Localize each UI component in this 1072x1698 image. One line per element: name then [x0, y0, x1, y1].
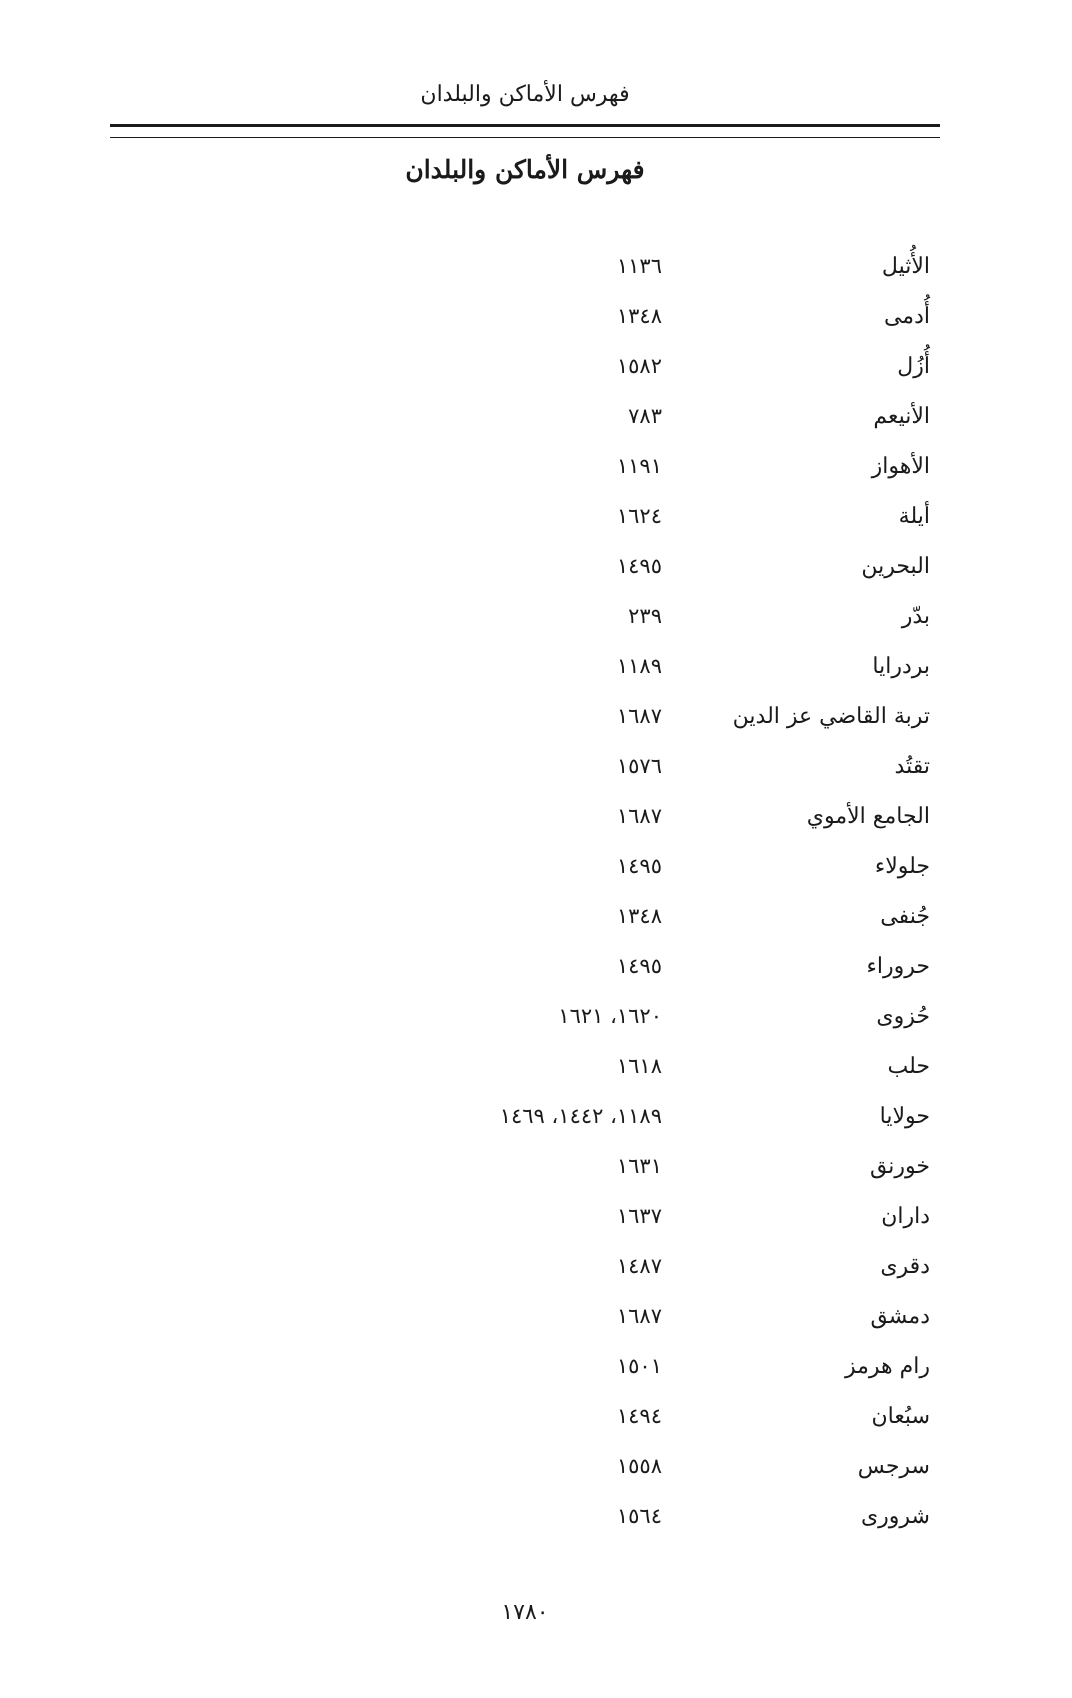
entry-page-refs: ١٥٥٨ — [616, 1454, 662, 1478]
index-entry — [110, 1450, 940, 1500]
entry-place-name: الأُثيل — [881, 254, 930, 279]
entry-page-refs: ١١٣٦ — [616, 254, 662, 278]
entry-place-name: البحرين — [861, 554, 930, 579]
entry-page-refs: ١١٩١ — [616, 454, 662, 478]
index-entry — [110, 1350, 940, 1400]
entry-place-name: تربة القاضي عز الدين — [732, 704, 930, 729]
index-entry — [110, 1050, 940, 1100]
entry-place-name: الجامع الأموي — [806, 804, 930, 829]
entry-page-refs: ١١٨٩ — [616, 654, 662, 678]
entry-place-name: حروراء — [866, 954, 930, 979]
entry-page-refs: ١٦٣٧ — [616, 1204, 662, 1228]
index-entry — [110, 350, 940, 400]
entry-page-refs: ٧٨٣ — [628, 404, 662, 428]
index-entry — [110, 1500, 940, 1550]
page-number: ١٧٨٠ — [501, 1600, 549, 1625]
entry-page-refs: ١٦١٨ — [616, 1054, 662, 1078]
entry-place-name: الأنيعم — [873, 404, 930, 429]
entry-page-refs: ١٣٤٨ — [616, 304, 662, 328]
index-entry — [110, 1100, 940, 1150]
index-entry — [110, 500, 940, 550]
entry-place-name: الأهواز — [871, 454, 930, 479]
entry-place-name: دقرى — [880, 1254, 930, 1279]
entry-place-name: شروری — [860, 1504, 930, 1529]
entry-place-name: بردرايا — [872, 654, 930, 679]
entry-page-refs: ١٦٨٧ — [616, 804, 662, 828]
entry-page-refs: ١٦٢٤ — [616, 504, 662, 528]
entry-place-name: حُزوى — [876, 1004, 930, 1029]
entry-place-name: تقتُد — [894, 754, 930, 779]
entry-page-refs: ٢٣٩ — [628, 604, 662, 628]
entry-place-name: بدّر — [901, 604, 930, 629]
entry-page-refs: ١٦٨٧ — [616, 704, 662, 728]
running-header: فهرس الأماكن والبلدان — [420, 82, 630, 107]
entry-page-refs: ١٥٧٦ — [616, 754, 662, 778]
index-entries-list — [110, 250, 940, 1550]
index-entry — [110, 1150, 940, 1200]
header-rule-thick — [110, 124, 940, 127]
entry-page-refs: ١٦٣١ — [616, 1154, 662, 1178]
entry-place-name: أُزُل — [897, 354, 930, 379]
entry-place-name: أُدمى — [883, 304, 930, 329]
index-entry — [110, 750, 940, 800]
index-entry — [110, 950, 940, 1000]
entry-page-refs: ١٦٨٧ — [616, 1304, 662, 1328]
index-entry — [110, 650, 940, 700]
entry-place-name: أيلة — [898, 504, 930, 529]
entry-place-name: دمشق — [870, 1304, 930, 1329]
entry-page-refs: ١٣٤٨ — [616, 904, 662, 928]
entry-place-name: جلولاء — [874, 854, 930, 879]
index-entry — [110, 1250, 940, 1300]
index-entry — [110, 800, 940, 850]
entry-page-refs: ١٦٢٠، ١٦٢١ — [558, 1004, 662, 1028]
entry-place-name: حولايا — [879, 1104, 930, 1129]
index-entry — [110, 550, 940, 600]
index-entry — [110, 300, 940, 350]
entry-place-name: سرجس — [857, 1454, 930, 1479]
entry-page-refs: ١٤٨٧ — [616, 1254, 662, 1278]
entry-place-name: داران — [881, 1204, 930, 1229]
index-entry — [110, 450, 940, 500]
entry-page-refs: ١١٨٩، ١٤٤٢، ١٤٦٩ — [499, 1104, 662, 1128]
entry-place-name: جُنفى — [880, 904, 930, 929]
index-entry — [110, 400, 940, 450]
entry-page-refs: ١٥٨٢ — [616, 354, 662, 378]
index-entry — [110, 900, 940, 950]
index-entry — [110, 1200, 940, 1250]
entry-place-name: سبُعان — [871, 1404, 930, 1429]
index-entry — [110, 250, 940, 300]
entry-place-name: رام هرمز — [844, 1354, 930, 1379]
entry-place-name: خورنق — [869, 1154, 930, 1179]
entry-page-refs: ١٤٩٤ — [616, 1404, 662, 1428]
entry-page-refs: ١٤٩٥ — [616, 854, 662, 878]
index-entry — [110, 1000, 940, 1050]
entry-page-refs: ١٥٦٤ — [616, 1504, 662, 1528]
index-title: فهرس الأماكن والبلدان — [405, 155, 645, 184]
index-entry — [110, 1400, 940, 1450]
entry-page-refs: ١٥٠١ — [616, 1354, 662, 1378]
index-entry — [110, 700, 940, 750]
entry-place-name: حلب — [887, 1054, 930, 1079]
header-rule-thin — [110, 137, 940, 138]
index-entry — [110, 850, 940, 900]
index-entry — [110, 1300, 940, 1350]
entry-page-refs: ١٤٩٥ — [616, 954, 662, 978]
index-entry — [110, 600, 940, 650]
entry-page-refs: ١٤٩٥ — [616, 554, 662, 578]
